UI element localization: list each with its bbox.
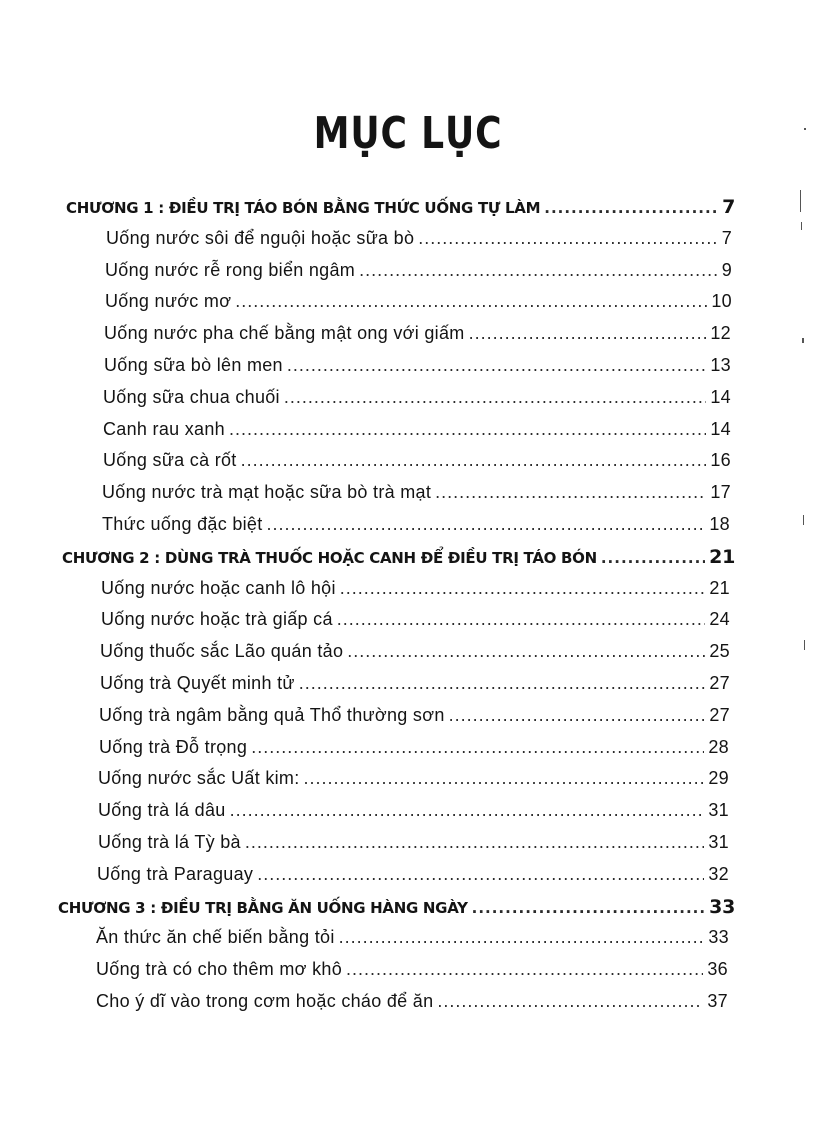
toc-page-number: 13 xyxy=(710,355,731,375)
toc-label: Uống nước pha chế bằng mật ong với giấm xyxy=(104,323,465,344)
dot-leader xyxy=(241,450,707,471)
dot-leader xyxy=(245,832,705,853)
dot-leader xyxy=(469,323,707,344)
scan-artifact xyxy=(802,338,804,343)
dot-leader xyxy=(235,291,707,312)
dot-leader xyxy=(418,228,717,249)
toc-page-number: 27 xyxy=(709,673,730,693)
toc-label: Uống trà lá Tỳ bà xyxy=(98,832,241,852)
toc-label: Uống trà Đỗ trọng xyxy=(99,736,248,757)
toc-label: Uống trà Quyết minh tử xyxy=(100,673,295,693)
toc-entry xyxy=(100,673,730,694)
toc-label: Thức uống đặc biệt xyxy=(102,514,263,534)
toc-page-number: 21 xyxy=(709,545,735,568)
toc-entry xyxy=(99,737,729,758)
toc-page-number: 32 xyxy=(708,863,729,884)
toc-label: Canh rau xanh xyxy=(103,418,225,439)
toc-label: Uống trà có cho thêm mơ khô xyxy=(96,959,343,980)
dot-leader xyxy=(257,864,704,885)
toc-entry xyxy=(105,260,732,281)
toc-entry xyxy=(96,991,728,1012)
toc-entry xyxy=(103,450,731,471)
toc-label: Uống trà lá dâu xyxy=(98,800,226,821)
dot-leader xyxy=(287,355,707,376)
dot-leader xyxy=(449,705,706,726)
toc-page-number: 33 xyxy=(709,895,735,918)
toc-entry xyxy=(103,419,731,440)
toc-page-number: 31 xyxy=(708,832,729,852)
toc-label: Uống sữa bò lên men xyxy=(104,355,283,375)
dot-leader xyxy=(435,482,706,503)
toc-page-number: 14 xyxy=(710,418,731,439)
toc-page-number: 36 xyxy=(707,959,728,980)
dot-leader xyxy=(437,991,703,1012)
dot-leader xyxy=(339,927,705,948)
toc-page-number: 9 xyxy=(721,259,732,280)
toc-page-number: 14 xyxy=(710,386,731,407)
toc-page-number: 25 xyxy=(709,641,730,662)
toc-entry xyxy=(98,800,729,821)
dot-leader xyxy=(299,673,706,694)
toc-label: Uống nước trà mạt hoặc sữa bò trà mạt xyxy=(102,482,432,503)
scan-artifact xyxy=(804,128,806,130)
toc-entry xyxy=(101,609,730,630)
toc-label: Uống sữa cà rốt xyxy=(103,450,237,471)
page-title: MỤC LỤC xyxy=(313,108,503,159)
dot-leader xyxy=(544,199,718,217)
dot-leader xyxy=(229,419,706,440)
scan-artifact xyxy=(800,190,801,212)
toc-page-number: 21 xyxy=(709,577,730,598)
toc-page-number: 10 xyxy=(711,291,732,312)
toc-label: Uống sữa chua chuối xyxy=(103,386,280,407)
toc-chapter-heading xyxy=(58,896,735,918)
toc-label: Uống nước mơ xyxy=(105,291,232,312)
toc-entry xyxy=(99,705,730,726)
toc-label: Uống nước rễ rong biển ngâm xyxy=(105,259,356,280)
toc-page-number: 18 xyxy=(709,514,730,534)
toc-entry xyxy=(97,864,729,885)
toc-page-number: 12 xyxy=(710,323,731,344)
toc-label: Uống nước sôi để nguội hoặc sữa bò xyxy=(106,227,415,248)
toc-page-number: 29 xyxy=(708,768,729,789)
toc-page-number: 7 xyxy=(721,227,732,248)
scan-artifact xyxy=(803,515,804,525)
dot-leader xyxy=(251,737,704,758)
scan-artifact xyxy=(801,222,802,230)
dot-leader xyxy=(267,514,706,535)
dot-leader xyxy=(472,899,706,917)
toc-entry xyxy=(96,959,728,980)
toc-entry xyxy=(101,578,730,599)
dot-leader xyxy=(347,641,705,662)
dot-leader xyxy=(284,387,707,408)
toc-chapter-heading xyxy=(62,546,735,568)
toc-page-number: 27 xyxy=(709,704,730,725)
dot-leader xyxy=(337,609,706,630)
dot-leader xyxy=(359,260,718,281)
toc-page-number: 33 xyxy=(708,927,729,948)
toc-label: CHƯƠNG 2 : DÙNG TRÀ THUỐC HOẶC CANH ĐỂ ĐIỀU TRỊ TÁO BÓN xyxy=(62,548,597,567)
dot-leader xyxy=(230,800,705,821)
dot-leader xyxy=(601,549,705,567)
scan-artifact xyxy=(804,640,805,650)
toc-label: Uống trà ngâm bằng quả Thổ thường sơn xyxy=(99,704,445,725)
toc-page-number: 28 xyxy=(708,736,729,757)
dot-leader xyxy=(346,959,703,980)
toc-label: Uống nước sắc Uất kim: xyxy=(98,768,300,789)
toc-page-number: 31 xyxy=(708,800,729,821)
toc-label: Uống nước hoặc canh lô hội xyxy=(101,577,336,598)
toc-page-number: 16 xyxy=(710,450,731,471)
toc-entry xyxy=(106,228,732,249)
toc-page-number: 7 xyxy=(722,196,735,218)
toc-entry xyxy=(102,514,730,535)
toc-label: CHƯƠNG 3 : ĐIỀU TRỊ BẰNG ĂN UỐNG HÀNG NGÀY xyxy=(58,898,468,917)
toc-page-number: 17 xyxy=(710,482,731,503)
toc-entry xyxy=(100,641,730,662)
toc-entry xyxy=(103,387,731,408)
toc-label: CHƯƠNG 1 : ĐIỀU TRỊ TÁO BÓN BẰNG THỨC UỐNG TỰ LÀM xyxy=(66,199,541,217)
toc-label: Uống trà Paraguay xyxy=(97,863,254,884)
toc-chapter-heading xyxy=(66,196,735,218)
toc-label: Uống nước hoặc trà giấp cá xyxy=(101,609,333,630)
toc-entry xyxy=(104,323,731,344)
toc-label: Uống thuốc sắc Lão quán tảo xyxy=(100,641,344,662)
toc-page-number: 37 xyxy=(707,991,728,1011)
toc-entry xyxy=(98,832,729,853)
toc-entry xyxy=(98,768,729,789)
toc-entry xyxy=(104,355,731,376)
toc-entry xyxy=(96,927,729,948)
toc-label: Ăn thức ăn chế biến bằng tỏi xyxy=(96,927,335,948)
toc-page-number: 24 xyxy=(709,609,730,630)
dot-leader xyxy=(304,768,705,789)
toc-entry xyxy=(105,291,732,312)
toc-entry xyxy=(102,482,731,503)
toc-label: Cho ý dĩ vào trong cơm hoặc cháo để ăn xyxy=(96,991,434,1011)
dot-leader xyxy=(340,578,706,599)
